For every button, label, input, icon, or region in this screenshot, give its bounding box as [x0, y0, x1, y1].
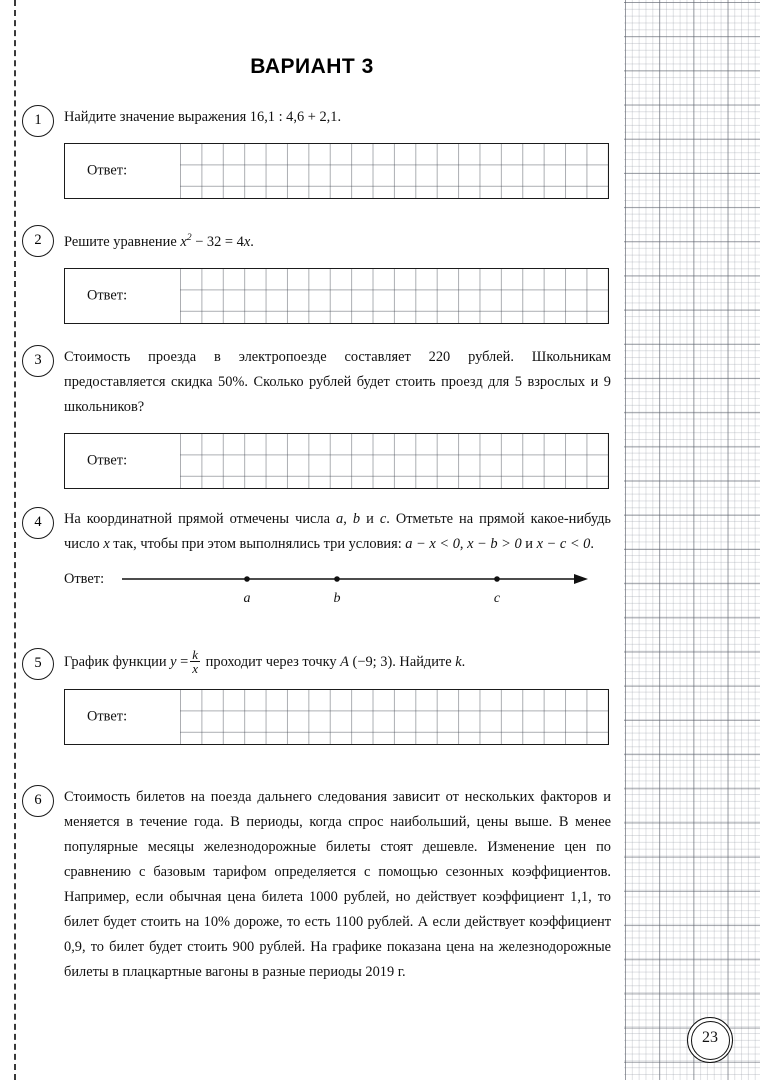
page-title: ВАРИАНТ 3	[250, 55, 374, 78]
number-line-point-b	[334, 576, 340, 582]
task-5-part2: проходит через точку	[202, 653, 341, 670]
task-3	[0, 345, 624, 489]
answer-grid	[180, 268, 608, 324]
task-number-badge: 1	[22, 105, 54, 137]
task-number-badge: 3	[22, 345, 54, 377]
task-2-body	[64, 225, 611, 255]
task-4-condition-2: x − b > 0	[467, 536, 522, 552]
page-number-badge	[687, 1017, 733, 1063]
task-1-body	[64, 105, 611, 130]
task-2-var: x	[180, 233, 187, 250]
task-4-cond-sep-2: и	[521, 536, 537, 552]
answer-box-5[interactable]	[64, 689, 609, 745]
task-4-part4: . Отметьте на прямой какое-нибудь число	[64, 511, 611, 552]
task-4-condition-3: x − c < 0	[536, 536, 591, 552]
task-6-body	[64, 785, 611, 985]
task-4-text	[64, 507, 611, 557]
task-5-period: .	[461, 653, 466, 670]
task-4-condition-1: a − x < 0	[405, 536, 460, 552]
task-5-equals: =	[180, 653, 189, 670]
task-5-point-name: A	[340, 653, 349, 670]
answer-label: Ответ:	[87, 287, 131, 304]
task-5-text	[64, 648, 611, 676]
task-6-text: Стоимость билетов на поезда дальнего следования зависит от нескольких факторов и меняется в течение года. В периоды, когда спрос наибольший, цены выше. В менее популярные месяцы железнодорожные билеты стоят дешевле. Изменение цен по сравнению с базовым тарифом определяется с помощью сезонных коэффициентов. Например, если обычная цена билета 1000 рублей, но действует коэффициент 1,1, то билет будет стоить на 10% дороже, то есть 1100 рублей. А если действует коэффициент 0,9, то билет будет стоить 900 рублей. На графике показана цена на железнодорожные билеты в плацкартные вагоны в разные периоды 2019 г.	[64, 789, 611, 980]
coordinate-number-line[interactable]	[122, 565, 592, 609]
task-4-var-a: a	[336, 511, 344, 527]
answer-label: Ответ:	[87, 453, 131, 470]
task-number-badge: 6	[22, 785, 54, 817]
task-1-prompt: Найдите значение выражения	[64, 109, 250, 125]
task-4-var-x: x	[103, 536, 110, 552]
answer-label: Ответ:	[87, 708, 131, 725]
task-6	[0, 785, 624, 985]
task-5-k-var: k	[455, 653, 462, 670]
fraction-numerator: k	[192, 647, 199, 662]
page-number-value: 23	[702, 1029, 718, 1046]
task-3-body	[64, 345, 611, 420]
task-4-body	[64, 507, 611, 557]
task-2-var-tail: x	[243, 233, 251, 250]
task-2-period: .	[250, 233, 254, 250]
task-2-power: 2	[186, 232, 192, 243]
number-line-label-b: b	[333, 591, 341, 606]
task-number-badge: 4	[22, 507, 54, 539]
number-line-point-a	[244, 576, 250, 582]
task-4-part1: На координатной прямой отмечены числа	[64, 511, 337, 527]
answer-box-1[interactable]	[64, 143, 609, 199]
number-line-point-c	[494, 576, 500, 582]
answer-box-3[interactable]	[64, 433, 609, 489]
task-2-expression-tail: − 32 = 4	[191, 233, 244, 250]
task-2-text	[64, 225, 611, 255]
task-4-var-b: b	[352, 511, 361, 527]
answer-label: Ответ:	[87, 163, 131, 180]
answer-box-2[interactable]	[64, 268, 609, 324]
answer-grid	[180, 689, 608, 745]
task-2-prompt: Решите уравнение	[64, 233, 181, 250]
task-4	[0, 507, 624, 609]
task-4-var-c: c	[379, 511, 387, 527]
number-line-answer-row	[64, 565, 624, 609]
task-1-text	[64, 105, 611, 130]
task-5-point-coords: (−9; 3). Найдите	[348, 653, 456, 670]
answer-grid	[180, 433, 608, 489]
task-number-badge: 2	[22, 225, 54, 257]
task-5-y-var: y	[170, 653, 177, 670]
task-3-text: Стоимость проезда в электропоезде составляет 220 рублей. Школьникам предоставляется скидка 50%. Сколько рублей будет стоить проезд для 5 взрослых и 9 школьников?	[64, 349, 611, 415]
task-1	[0, 105, 624, 199]
task-1-expression: 16,1 : 4,6 + 2,1.	[249, 109, 342, 125]
task-5-part1: График функции	[64, 653, 171, 670]
task-4-cond-sep-1: ,	[459, 536, 468, 552]
answer-grid	[180, 143, 608, 199]
task-2	[0, 225, 624, 324]
fraction-denominator: x	[192, 661, 199, 677]
fraction-k-over-x	[190, 648, 200, 676]
task-4-cond-end: .	[590, 536, 594, 552]
answer-label: Ответ:	[64, 571, 105, 587]
task-number-badge: 5	[22, 648, 54, 680]
task-4-part3: и	[360, 511, 380, 527]
task-5-body	[64, 648, 611, 676]
task-5	[0, 648, 624, 745]
graph-paper-margin	[624, 0, 760, 1080]
task-4-part5: так, чтобы при этом выполнялись три условия:	[109, 536, 406, 552]
task-4-part2: ,	[343, 511, 353, 527]
number-line-label-c: c	[493, 591, 501, 606]
number-line-label-a: a	[243, 591, 251, 606]
